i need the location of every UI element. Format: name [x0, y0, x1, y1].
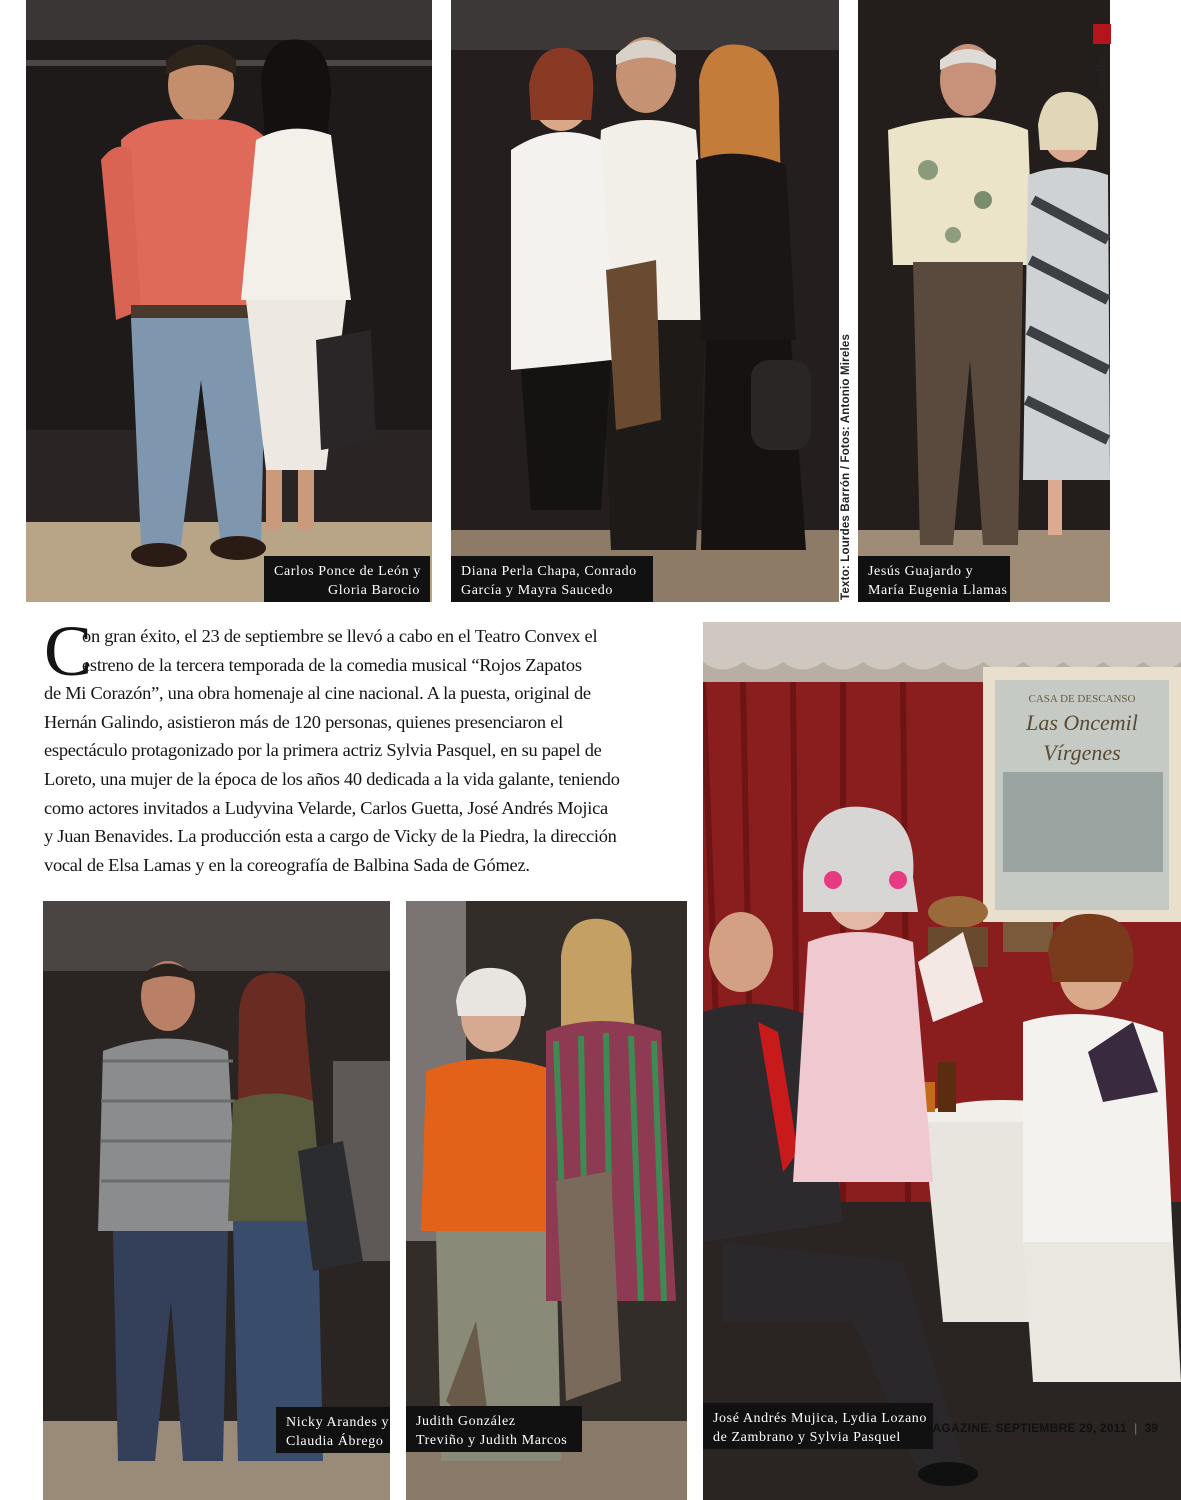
footer-magazine: CHIC MAGAZINE. [888, 1421, 993, 1435]
caption-line: María Eugenia Llamas [868, 583, 1008, 598]
article-line: Hernán Galindo, asistieron más de 120 personas, quienes presenciaron el [44, 711, 563, 732]
caption-line: García y Mayra Saucedo [461, 583, 613, 598]
page-number: 39 [1144, 1421, 1158, 1435]
caption-line: Diana Perla Chapa, Conrado [461, 564, 637, 579]
caption-line: Nicky Arandes y [286, 1415, 390, 1430]
caption-line: Gloria Barocio [328, 583, 420, 598]
stage-sign-line: Vírgenes [1043, 740, 1121, 765]
article-line: de Mi Corazón”, una obra homenaje al cine nacional. A la puesta, original de [44, 683, 591, 704]
caption-line: Treviño y Judith Marcos [416, 1433, 568, 1448]
photo-carlos-ponce-gloria-barocio [26, 0, 432, 602]
stage-sign-line: Las Oncemil [1026, 710, 1138, 735]
caption-photo4 [276, 1407, 390, 1453]
article-line: estreno de la tercera temporada de la comedia musical “Rojos Zapatos [82, 654, 582, 675]
article-body [44, 611, 684, 879]
photo-illustration [703, 622, 1181, 1500]
footer-date: SEPTIEMBRE 29, 2011 [995, 1421, 1127, 1435]
article-line: espectáculo protagonizado por la primera actriz Sylvia Pasquel, en su papel de [44, 740, 602, 761]
article-line: on gran éxito, el 23 de septiembre se llevó a cabo en el Teatro Convex el [82, 626, 598, 646]
footer-separator: | [1134, 1421, 1138, 1435]
section-label: Eventos [1094, 53, 1108, 100]
photo-credit: Texto: Lourdes Barrón / Fotos: Antonio Mireles [840, 333, 852, 600]
stage-sign-line: CASA DE DESCANSO [1028, 693, 1136, 705]
photo-illustration [858, 0, 1110, 602]
photo-stage-scene [703, 622, 1181, 1500]
photo-judith-gonzalez-judith-marcos [406, 901, 687, 1500]
section-color-tab [1093, 24, 1111, 44]
photo-diana-conrado-mayra [451, 0, 839, 602]
photo-illustration [451, 0, 839, 602]
article-line: y Juan Benavides. La producción esta a cargo de Vicky de la Piedra, la dirección [44, 826, 617, 847]
caption-photo5 [406, 1406, 582, 1452]
drop-cap: C [44, 611, 93, 691]
article-line: como actores invitados a Ludyvina Velarde, Carlos Guetta, José Andrés Mojica [44, 797, 608, 818]
caption-line: Carlos Ponce de León y [274, 564, 421, 579]
photo-nicky-arandes-claudia-abrego [43, 901, 390, 1500]
caption-line: Judith González [416, 1414, 516, 1429]
article-line: vocal de Elsa Lamas y en la coreografía de Balbina Sada de Gómez. [44, 854, 530, 875]
caption-line: José Andrés Mujica, Lydia Lozano [713, 1411, 927, 1426]
caption-line: de Zambrano y Sylvia Pasquel [713, 1430, 901, 1445]
caption-photo1 [264, 556, 430, 602]
article-line: Loreto, una mujer de la época de los años 40 dedicada a la vida galante, teniendo [44, 768, 620, 789]
caption-line: Jesús Guajardo y [868, 564, 974, 579]
caption-photo2 [451, 556, 653, 602]
photo-jesus-guajardo-maria-eugenia [858, 0, 1110, 602]
photo-illustration [26, 0, 432, 602]
caption-line: Claudia Ábrego [286, 1434, 384, 1449]
caption-photo3 [858, 556, 1010, 602]
page-footer [888, 1421, 1158, 1441]
